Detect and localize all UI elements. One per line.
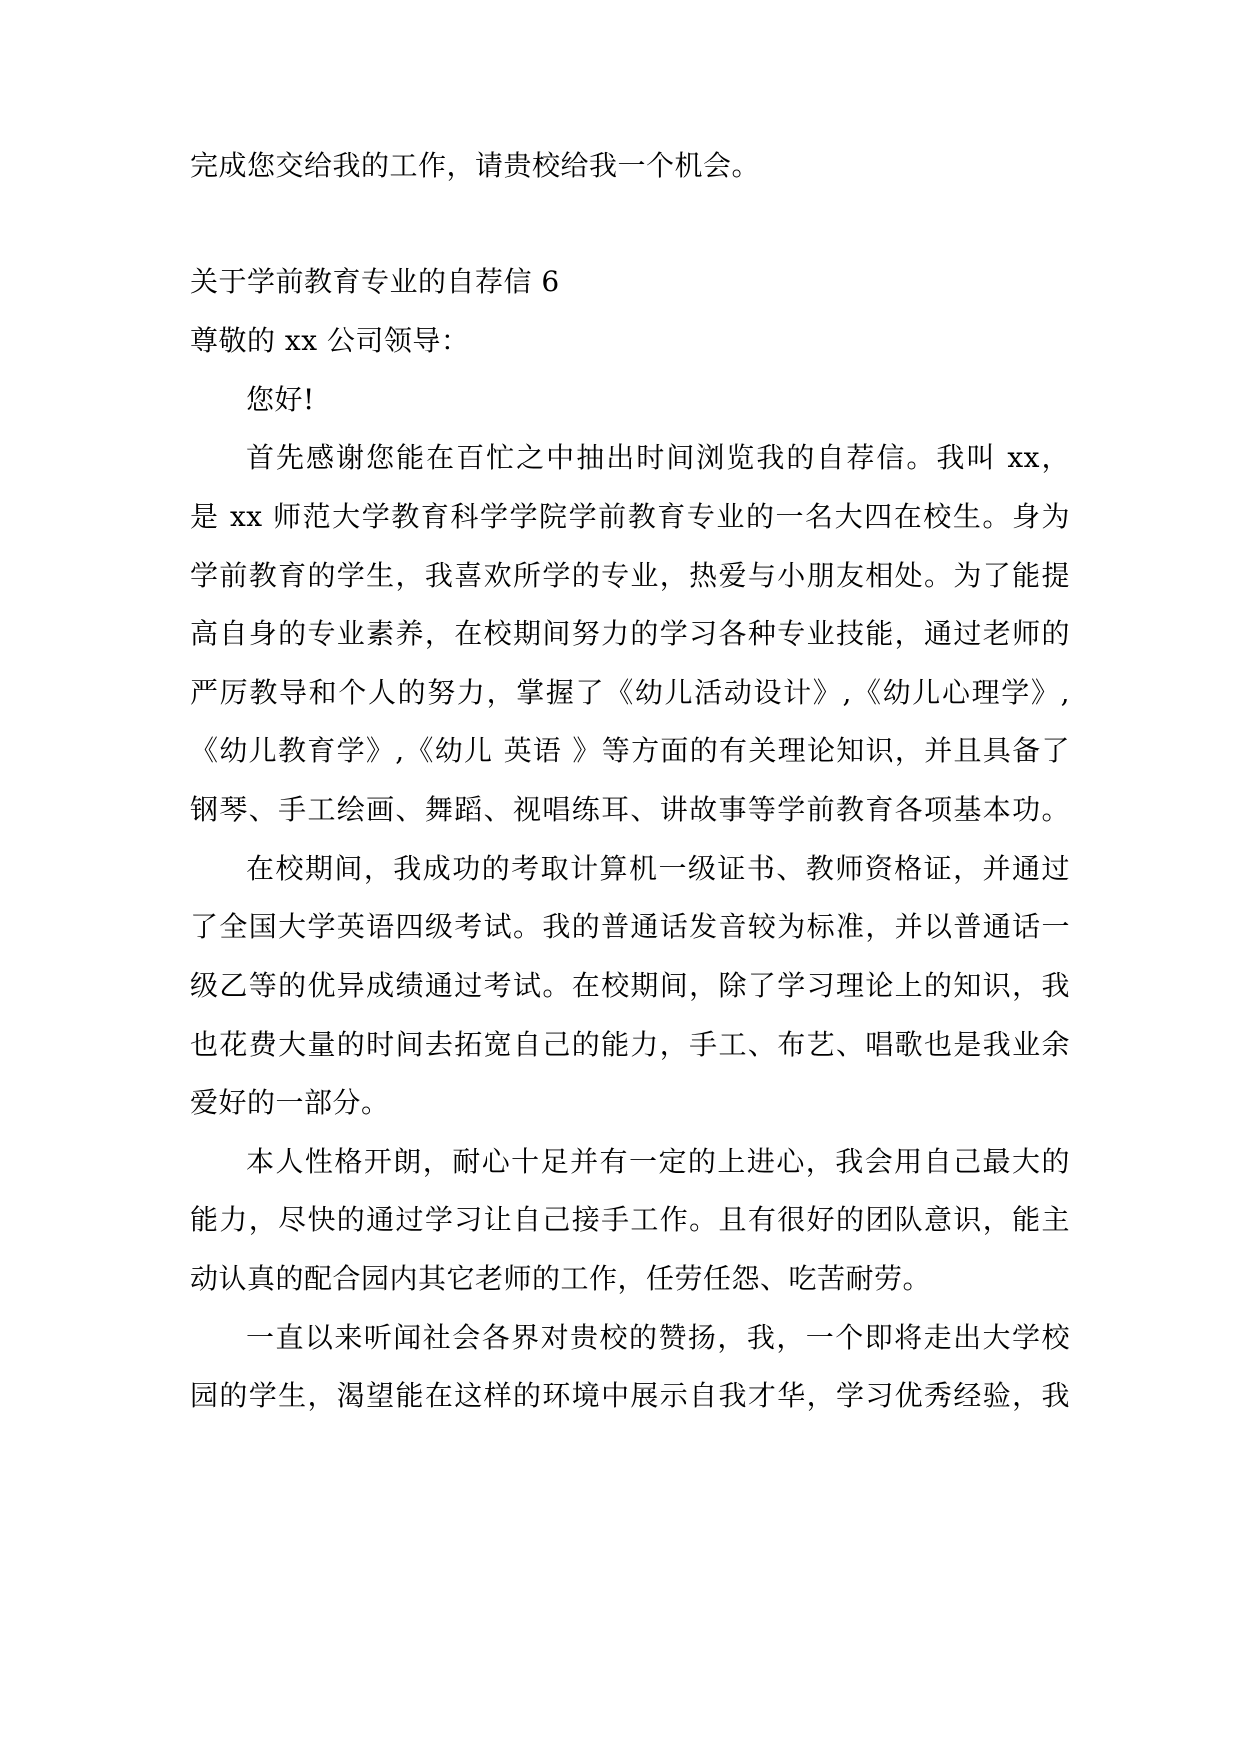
text-line: 《幼儿教育学》,《幼儿 英语 》等方面的有关理论知识，并且具备了: [190, 734, 1070, 767]
text-line: 爱好的一部分。: [190, 1086, 390, 1119]
text-line: 是 xx 师范大学教育科学学院学前教育专业的一名大四在校生。身为: [190, 500, 1070, 533]
text-line: 完成您交给我的工作，请贵校给我一个机会。: [190, 149, 761, 182]
text-line: 高自身的专业素养，在校期间努力的学习各种专业技能，通过老师的: [190, 617, 1070, 650]
text-line: 也花费大量的时间去拓宽自己的能力，手工、布艺、唱歌也是我业余: [190, 1028, 1070, 1061]
text-line: 严厉教导和个人的努力，掌握了《幼儿活动设计》,《幼儿心理学》,: [190, 676, 1070, 709]
text-line: 钢琴、手工绘画、舞蹈、视唱练耳、讲故事等学前教育各项基本功。: [190, 793, 1070, 826]
text-line: 一直以来听闻社会各界对贵校的赞扬，我，一个即将走出大学校: [246, 1321, 1070, 1354]
text-line: 能力，尽快的通过学习让自己接手工作。且有很好的团队意识，能主: [190, 1203, 1070, 1236]
salutation: 尊敬的 xx 公司领导：: [190, 324, 470, 357]
text-line: 了全国大学英语四级考试。我的普通话发音较为标准，并以普通话一: [190, 910, 1070, 943]
text-line: 学前教育的学生，我喜欢所学的专业，热爱与小朋友相处。为了能提: [190, 559, 1070, 592]
text-line: 园的学生，渴望能在这样的环境中展示自我才华，学习优秀经验，我: [190, 1379, 1070, 1412]
text-line: 级乙等的优异成绩通过考试。在校期间，除了学习理论上的知识，我: [190, 969, 1070, 1002]
text-line: 动认真的配合园内其它老师的工作，任劳任怨、吃苦耐劳。: [190, 1262, 932, 1295]
text-line: 首先感谢您能在百忙之中抽出时间浏览我的自荐信。我叫 xx，: [246, 441, 1070, 474]
letter-heading: 关于学前教育专业的自荐信 6: [190, 265, 560, 298]
greeting: 您好!: [246, 383, 315, 416]
text-line: 本人性格开朗，耐心十足并有一定的上进心，我会用自己最大的: [246, 1145, 1070, 1178]
text-line: 在校期间，我成功的考取计算机一级证书、教师资格证，并通过: [246, 852, 1070, 885]
